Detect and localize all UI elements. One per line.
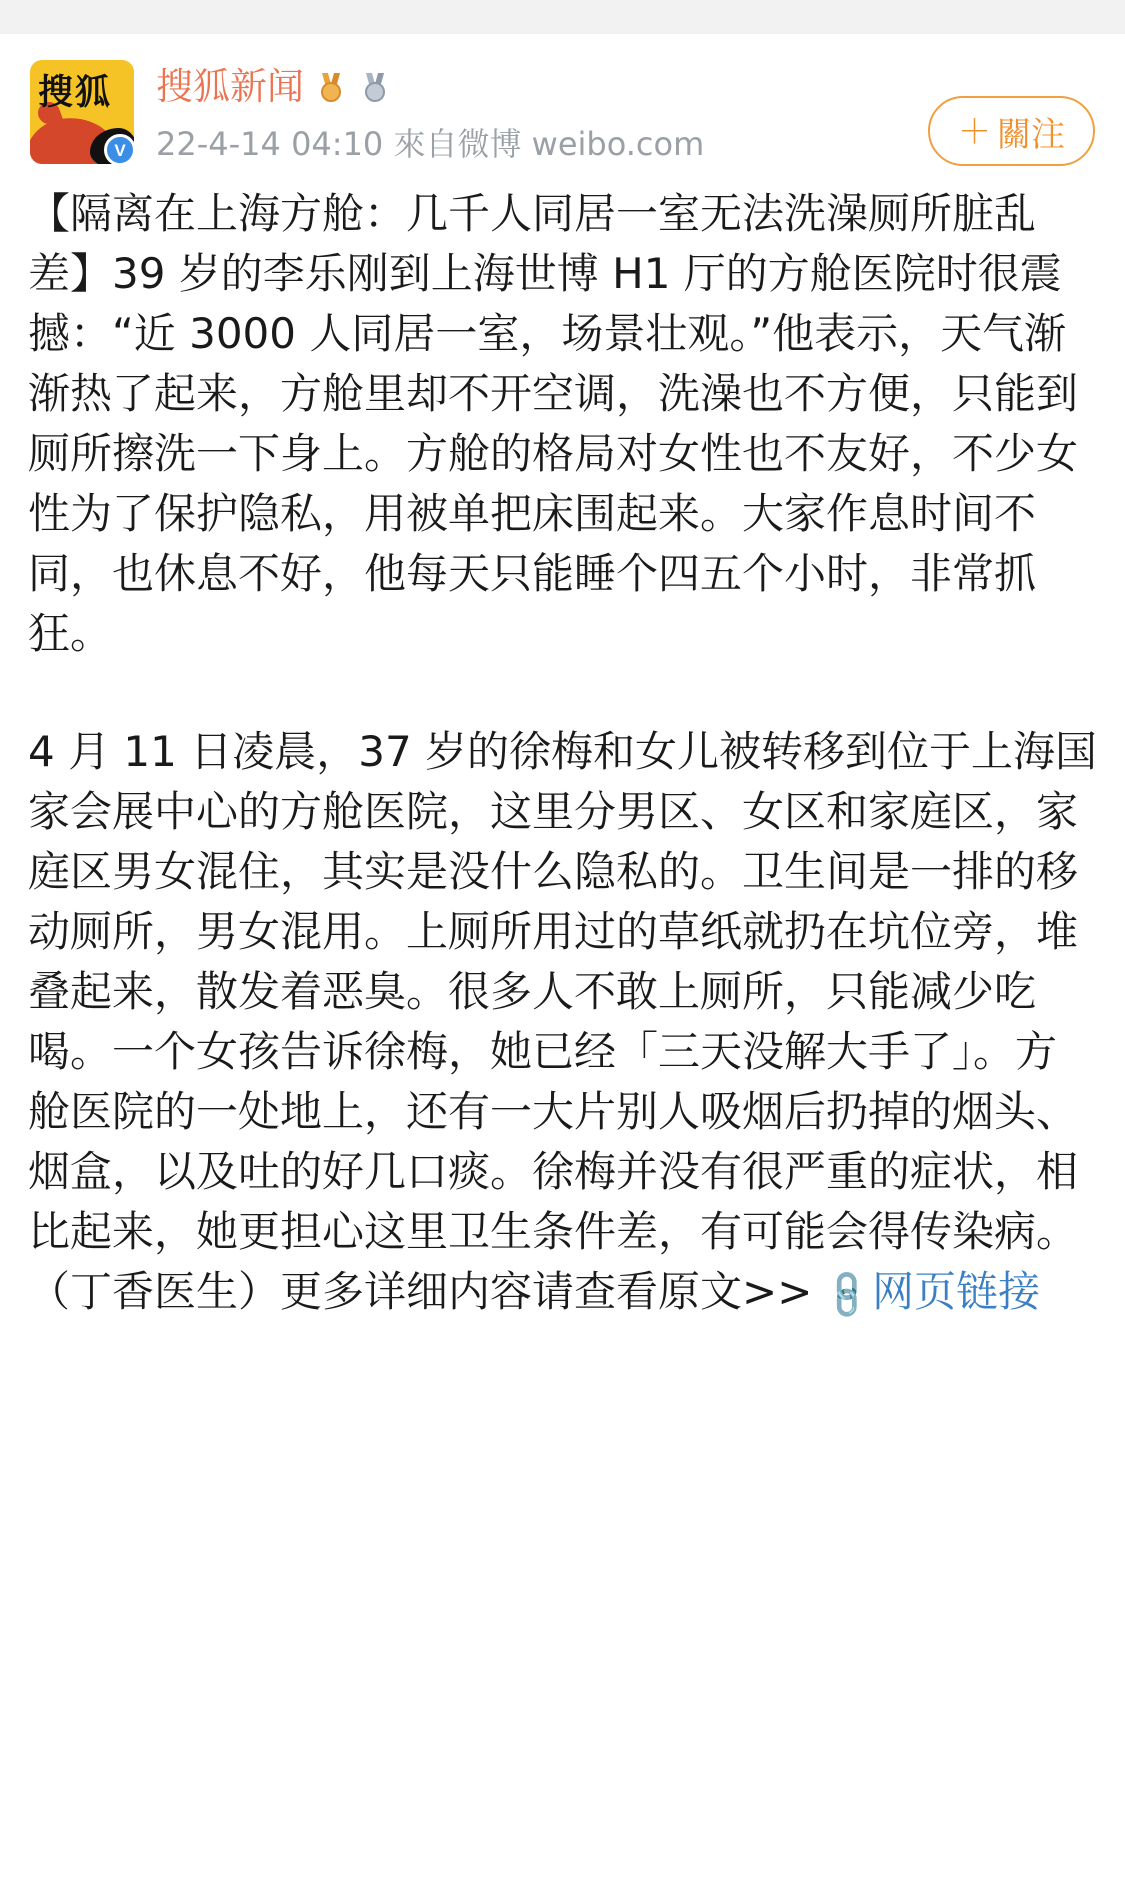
post-paragraph-1: 【隔离在上海方舱：几千人同居一室无法洗澡厕所脏乱差】39 岁的李乐刚到上海世博 H1 厅的方舱医院时很震撼：“近 3000 人同居一室，场景壮观。”他表示，天气渐渐热了起来，方舱里却不开空调，洗澡也不方便，只能到厕所擦洗一下身上。方舱的格局对女性也不友好，不少女性为了保护隐私，用被单把床围起来。大家作息时间不同，也休息不好，他每天只能睡个四五个小时，非常抓狂。: [28, 189, 1079, 658]
medal-silver-icon: [358, 69, 392, 105]
avatar[interactable]: [30, 60, 134, 164]
avatar-label: 搜狐: [38, 73, 113, 113]
account-name[interactable]: 搜狐新闻: [156, 65, 304, 108]
post-timestamp: 22-4-14 04:10: [156, 125, 384, 163]
post-content: [0, 164, 1125, 1325]
web-link[interactable]: [817, 1265, 1041, 1325]
plus-icon: ＋: [958, 111, 991, 151]
post-paragraph-2: [28, 722, 1097, 1325]
verified-badge-icon: V: [104, 134, 136, 166]
post-paragraph-2-text: 4 月 11 日凌晨，37 岁的徐梅和女儿被转移到位于上海国家会展中心的方舱医院，这里分男区、女区和家庭区，家庭区男女混住，其实是没什么隐私的。卫生间是一排的移动厕所，男女混用。上厕所用过的草纸就扔在坑位旁，堆叠起来，散发着恶臭。很多人不敢上厕所，只能减少吃喝。一个女孩告诉徐梅，她已经「三天没解大手了」。方舱医院的一处地上，还有一大片别人吸烟后扔掉的烟头、烟盒，以及吐的好几口痰。徐梅并没有很严重的症状，相比起来，她更担心这里卫生条件差，有可能会得传染病。（丁香医生）更多详细内容请查看原文>>: [28, 727, 1098, 1316]
medal-gold-svg: [316, 71, 346, 103]
follow-button[interactable]: [928, 96, 1095, 166]
post-header: [0, 34, 1125, 164]
post-source: weibo.com: [531, 125, 705, 163]
follow-button-label: 關注: [997, 114, 1065, 155]
link-chain-icon: 🔗: [817, 1265, 877, 1325]
status-bar: [0, 0, 1125, 34]
web-link-label: 网页链接: [872, 1267, 1041, 1316]
medal-silver-svg: [360, 71, 390, 103]
post-source-prefix: 來自微博: [393, 125, 522, 163]
medal-gold-icon: [314, 69, 348, 105]
